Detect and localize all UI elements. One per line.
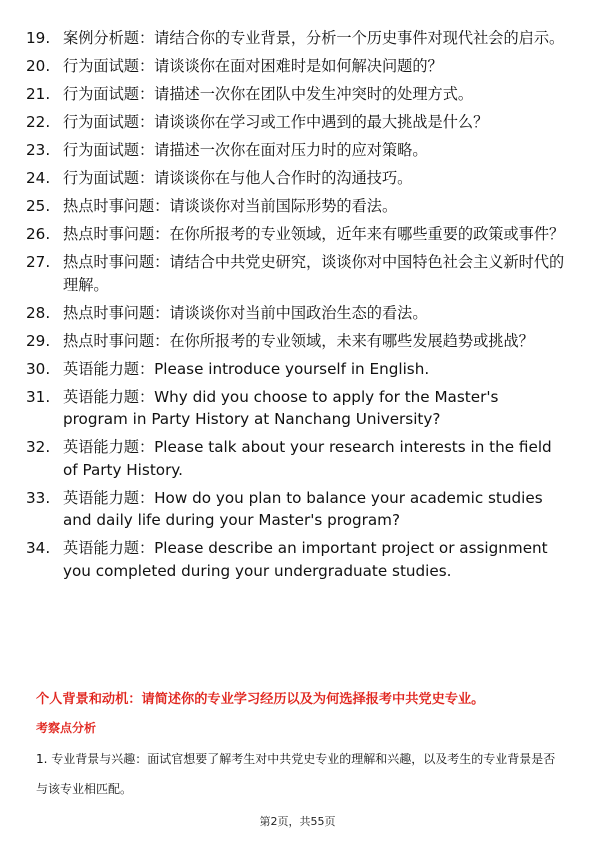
question-number: 33. [26,488,51,507]
question-text: 行为面试题：请描述一次你在面对压力时的应对策略。 [63,141,428,159]
question-item [26,195,566,218]
question-text: 英语能力题：Please talk about your research interests in the field of Party History. [63,438,552,479]
question-number: 30. [26,359,51,378]
question-text: 热点时事问题：请谈谈你对当前中国政治生态的看法。 [63,303,428,322]
question-item [26,302,566,325]
question-item [26,55,566,78]
question-item [26,487,566,532]
page-number: 第2页，共55页 [259,815,336,828]
question-text: 热点时事问题：请谈谈你对当前国际形势的看法。 [63,197,398,215]
question-list [26,27,566,588]
question-text: 英语能力题：Why did you choose to apply for the Master's program in Party History at Nanchang University? [63,387,499,428]
question-text: 热点时事问题：请结合中共党史研究，谈谈你对中国特色社会主义新时代的理解。 [63,253,565,294]
question-item [26,251,566,296]
question-number: 27. [26,253,51,271]
question-item [26,537,566,582]
question-item [26,386,566,431]
question-number: 23. [26,141,51,159]
question-item [26,358,566,381]
question-number: 22. [26,113,51,131]
question-number: 29. [26,331,51,350]
question-text: 英语能力题：Please describe an important project or assignment you completed during your undergraduate studies. [63,539,548,580]
question-text: 热点时事问题：在你所报考的专业领域，未来有哪些发展趋势或挑战？ [63,331,534,350]
analysis-paragraph: 1. 专业背景与兴趣：面试官想要了解考生对中共党史专业的理解和兴趣，以及考生的专业背景是否与该专业相匹配。 [36,752,556,796]
question-text: 英语能力题：Please introduce yourself in English. [63,359,430,378]
question-item [26,223,566,246]
question-number: 32. [26,438,51,456]
question-item [26,27,566,50]
question-number: 19. [26,29,51,47]
question-number: 28. [26,303,51,322]
question-item [26,330,566,353]
question-number: 31. [26,387,51,406]
question-item [26,167,566,190]
question-text: 行为面试题：请谈谈你在与他人合作时的沟通技巧。 [63,169,413,187]
question-text: 案例分析题：请结合你的专业背景，分析一个历史事件对现代社会的启示。 [63,29,565,47]
question-number: 20. [26,57,51,75]
question-text: 行为面试题：请谈谈你在学习或工作中遇到的最大挑战是什么？ [63,113,489,131]
question-number: 25. [26,197,51,215]
question-text: 热点时事问题：在你所报考的专业领域，近年来有哪些重要的政策或事件？ [63,225,565,243]
question-text: 行为面试题：请谈谈你在面对困难时是如何解决问题的？ [63,57,443,75]
question-text: 行为面试题：请描述一次你在团队中发生冲突时的处理方式。 [63,85,474,103]
question-item [26,139,566,162]
question-text: 英语能力题：How do you plan to balance your academic studies and daily life during your Master's program? [63,488,543,529]
question-number: 26. [26,225,51,243]
question-item [26,111,566,134]
question-number: 21. [26,85,51,103]
analysis-heading: 考察点分析 [36,721,97,735]
question-item [26,436,566,481]
question-number: 34. [26,539,51,557]
section-title: 个人背景和动机：请简述你的专业学习经历以及为何选择报考中共党史专业。 [36,692,485,707]
question-number: 24. [26,169,51,187]
question-item [26,83,566,106]
